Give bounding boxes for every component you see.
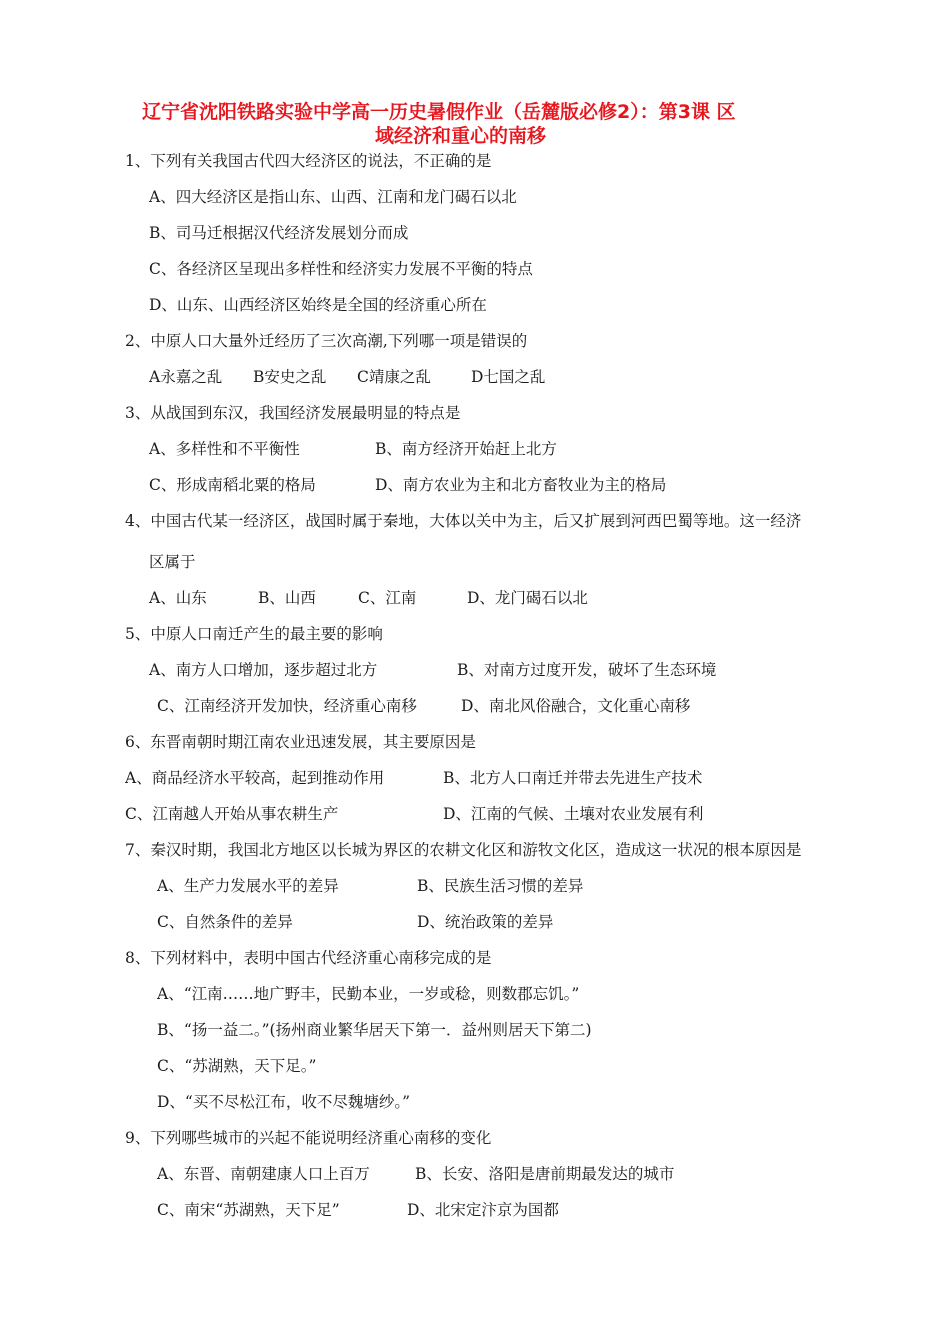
q6-stem: 6、东晋南朝时期江南农业迅速发展，其主要原因是: [125, 733, 476, 751]
q6-option-d: D、江南的气候、土壤对农业发展有利: [443, 805, 704, 823]
q4-option-c: C、江南: [358, 589, 417, 607]
q4-option-a: A、山东: [149, 589, 207, 607]
q4-option-b: B、山西: [258, 589, 316, 607]
q2-option-a: A永嘉之乱: [149, 368, 223, 386]
q9-option-c: C、南宋“苏湖熟，天下足”: [157, 1201, 340, 1219]
q5-stem: 5、中原人口南迁产生的最主要的影响: [125, 625, 383, 643]
document-title: [0, 100, 950, 148]
q4-option-d: D、龙门碣石以北: [467, 589, 588, 607]
q5-option-d: D、南北风俗融合，文化重心南移: [461, 697, 691, 715]
q1-option-b: B、司马迁根据汉代经济发展划分而成: [149, 224, 409, 242]
q6-option-c: C、江南越人开始从事农耕生产: [125, 805, 339, 823]
q8-option-a: A、“江南……地广野丰，民勤本业，一岁或稔，则数郡忘饥。”: [157, 985, 580, 1003]
q5-option-b: B、对南方过度开发，破坏了生态环境: [457, 661, 717, 679]
q5-option-c: C、江南经济开发加快，经济重心南移: [157, 697, 417, 715]
q2-option-c: C靖康之乱: [357, 368, 431, 386]
q3-option-a: A、多样性和不平衡性: [149, 440, 300, 458]
q9-option-b: B、长安、洛阳是唐前期最发达的城市: [415, 1165, 675, 1183]
q6-option-b: B、北方人口南迁并带去先进生产技术: [443, 769, 703, 787]
title-line-1: 辽宁省沈阳铁路实验中学高一历史暑假作业（岳麓版必修2）：第3课 区: [142, 101, 736, 123]
q3-option-d: D、南方农业为主和北方畜牧业为主的格局: [375, 476, 667, 494]
q1-stem: 1、下列有关我国古代四大经济区的说法，不正确的是: [125, 152, 492, 170]
q5-option-a: A、南方人口增加，逐步超过北方: [149, 661, 378, 679]
q3-stem: 3、从战国到东汉，我国经济发展最明显的特点是: [125, 404, 461, 422]
q8-option-b: B、“扬一益二。”(扬州商业繁华居天下第一．益州则居天下第二): [157, 1021, 592, 1039]
q3-option-c: C、形成南稻北粟的格局: [149, 476, 316, 494]
q8-option-c: C、“苏湖熟，天下足。”: [157, 1057, 317, 1075]
q7-stem: 7、秦汉时期，我国北方地区以长城为界区的农耕文化区和游牧文化区，造成这一状况的根本原因是: [125, 841, 802, 859]
q2-stem: 2、中原人口大量外迁经历了三次高潮,下列哪一项是错误的: [125, 332, 528, 350]
q8-stem: 8、下列材料中，表明中国古代经济重心南移完成的是: [125, 949, 492, 967]
q7-option-d: D、统治政策的差异: [417, 913, 554, 931]
q4-stem: 4、中国古代某一经济区，战国时属于秦地，大体以关中为主，后又扩展到河西巴蜀等地。这一经济: [125, 512, 802, 530]
q1-option-c: C、各经济区呈现出多样性和经济实力发展不平衡的特点: [149, 260, 533, 278]
q2-option-d: D七国之乱: [471, 368, 546, 386]
q9-stem: 9、下列哪些城市的兴起不能说明经济重心南移的变化: [125, 1129, 492, 1147]
q1-option-d: D、山东、山西经济区始终是全国的经济重心所在: [149, 296, 487, 314]
q4-stem-continued: 区属于: [149, 553, 196, 571]
title-line-2: 域经济和重心的南移: [375, 125, 547, 147]
q2-option-b: B安史之乱: [253, 368, 327, 386]
q7-option-a: A、生产力发展水平的差异: [157, 877, 339, 895]
q7-option-b: B、民族生活习惯的差异: [417, 877, 584, 895]
q6-option-a: A、商品经济水平较高，起到推动作用: [125, 769, 385, 787]
q1-option-a: A、四大经济区是指山东、山西、江南和龙门碣石以北: [149, 188, 517, 206]
q3-option-b: B、南方经济开始赶上北方: [375, 440, 557, 458]
q9-option-a: A、东晋、南朝建康人口上百万: [157, 1165, 370, 1183]
q8-option-d: D、“买不尽松江布，收不尽魏塘纱。”: [157, 1093, 411, 1111]
q7-option-c: C、自然条件的差异: [157, 913, 293, 931]
q9-option-d: D、北宋定汴京为国都: [407, 1201, 559, 1219]
